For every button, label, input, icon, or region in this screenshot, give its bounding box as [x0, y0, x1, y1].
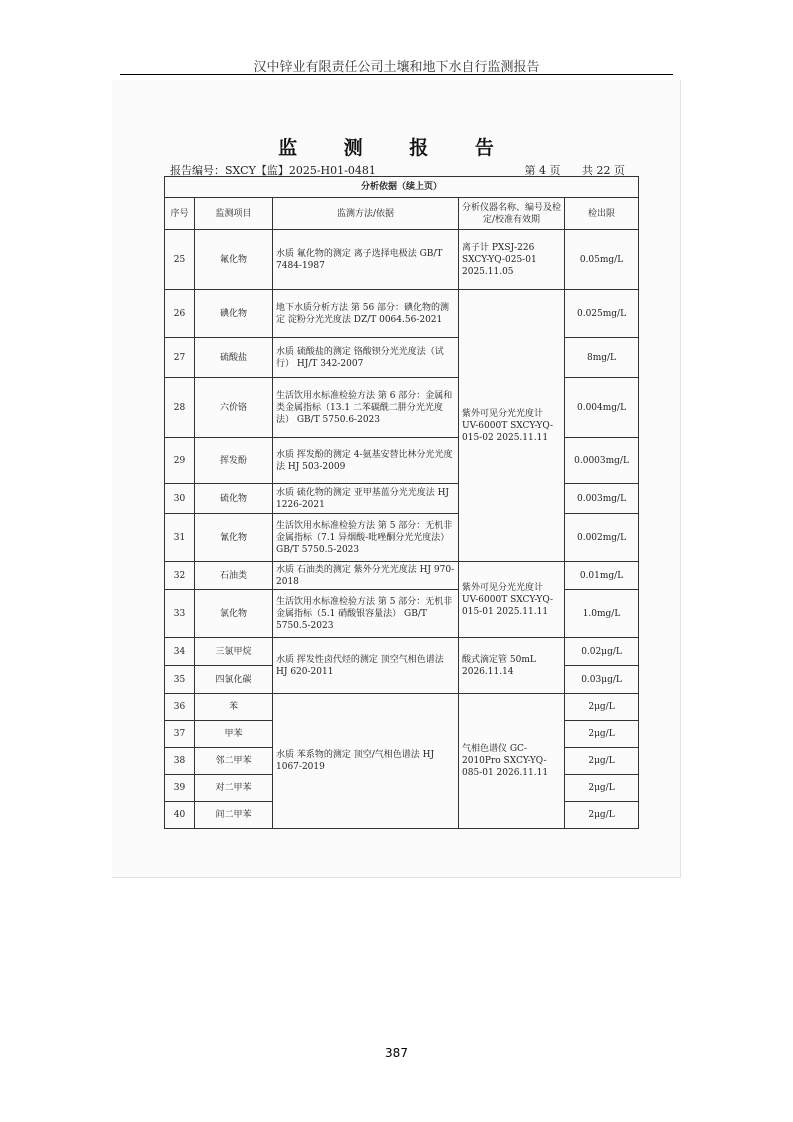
row-method: 水质 氟化物的测定 离子选择电极法 GB/T 7484-1987 [273, 230, 459, 290]
header-limit: 检出限 [565, 198, 639, 230]
analysis-basis-table [164, 176, 639, 829]
row-method: 水质 硫化物的测定 亚甲基蓝分光光度法 HJ 1226-2021 [273, 484, 459, 514]
row-item: 氯化物 [195, 590, 273, 638]
row-item: 硫酸盐 [195, 338, 273, 378]
method-benzenes: 水质 苯系物的测定 顶空/气相色谱法 HJ 1067-2019 [273, 694, 459, 829]
instrument-gc: 气相色谱仪 GC-2010Pro SXCY-YQ-085-01 2026.11.11 [459, 694, 565, 829]
table-caption: 分析依据（续上页） [165, 177, 639, 198]
header-no: 序号 [165, 198, 195, 230]
row-limit: 0.025mg/L [565, 290, 639, 338]
row-limit: 0.01mg/L [565, 562, 639, 590]
row-limit: 2μg/L [565, 721, 639, 748]
row-no: 35 [165, 666, 195, 694]
page-total: 共 22 页 [582, 164, 625, 177]
row-no: 40 [165, 802, 195, 829]
header-item: 监测项目 [195, 198, 273, 230]
row-item: 氰化物 [195, 514, 273, 562]
row-no: 30 [165, 484, 195, 514]
table-row [165, 438, 639, 484]
table-row [165, 484, 639, 514]
header-instrument: 分析仪器名称、编号及检定/校准有效期 [459, 198, 565, 230]
report-title: 监 测 报 告 [278, 137, 514, 159]
row-no: 36 [165, 694, 195, 721]
table-row [165, 638, 639, 666]
row-no: 31 [165, 514, 195, 562]
instrument-uv-vis-2: 紫外可见分光光度计 UV-6000T SXCY-YQ-015-01 2025.11.11 [459, 562, 565, 638]
page-current: 第 4 页 [524, 164, 561, 177]
row-no: 34 [165, 638, 195, 666]
report-number: 报告编号：SXCY【监】2025-H01-0481 [170, 164, 376, 177]
row-limit: 8mg/L [565, 338, 639, 378]
row-limit: 0.0003mg/L [565, 438, 639, 484]
row-no: 29 [165, 438, 195, 484]
row-item: 甲苯 [195, 721, 273, 748]
instrument-uv-vis-1: 紫外可见分光光度计 UV-6000T SXCY-YQ-015-02 2025.11.11 [459, 290, 565, 562]
row-limit: 0.003mg/L [565, 484, 639, 514]
table-row [165, 378, 639, 438]
header-method: 监测方法/依据 [273, 198, 459, 230]
table-row [165, 514, 639, 562]
row-no: 33 [165, 590, 195, 638]
table-row [165, 338, 639, 378]
table-row [165, 590, 639, 638]
row-no: 27 [165, 338, 195, 378]
row-item: 氟化物 [195, 230, 273, 290]
row-item: 邻二甲苯 [195, 748, 273, 775]
row-item: 三氯甲烷 [195, 638, 273, 666]
row-limit: 0.03μg/L [565, 666, 639, 694]
row-method: 水质 石油类的测定 紫外分光光度法 HJ 970-2018 [273, 562, 459, 590]
page-number: 387 [385, 1046, 408, 1060]
row-limit: 2μg/L [565, 775, 639, 802]
row-item: 石油类 [195, 562, 273, 590]
row-limit: 2μg/L [565, 802, 639, 829]
row-limit: 0.02μg/L [565, 638, 639, 666]
row-method: 生活饮用水标准检验方法 第 6 部分：金属和类金属指标（13.1 二苯碳酰二肼分光光度法） GB/T 5750.6-2023 [273, 378, 459, 438]
row-item: 对二甲苯 [195, 775, 273, 802]
row-method: 地下水质分析方法 第 56 部分：碘化物的测定 淀粉分光光度法 DZ/T 0064.56-2021 [273, 290, 459, 338]
row-no: 32 [165, 562, 195, 590]
row-no: 37 [165, 721, 195, 748]
row-no: 28 [165, 378, 195, 438]
instrument-ion-meter: 离子计 PXSJ-226 SXCY-YQ-025-01 2025.11.05 [459, 230, 565, 290]
running-header: 汉中锌业有限责任公司土壤和地下水自行监测报告 [253, 60, 540, 75]
row-item: 六价铬 [195, 378, 273, 438]
scanned-page [112, 80, 681, 878]
method-haloalkanes: 水质 挥发性卤代烃的测定 顶空气相色谱法 HJ 620-2011 [273, 638, 459, 694]
row-item: 碘化物 [195, 290, 273, 338]
table-row [165, 694, 639, 721]
table-caption-row [165, 177, 639, 198]
row-no: 25 [165, 230, 195, 290]
row-no: 26 [165, 290, 195, 338]
row-item: 挥发酚 [195, 438, 273, 484]
table-row [165, 230, 639, 290]
row-method: 生活饮用水标准检验方法 第 5 部分：无机非金属指标（5.1 硝酸银容量法） GB/T 5750.5-2023 [273, 590, 459, 638]
row-item: 苯 [195, 694, 273, 721]
row-item: 间二甲苯 [195, 802, 273, 829]
instrument-burette: 酸式滴定管 50mL 2026.11.14 [459, 638, 565, 694]
row-limit: 2μg/L [565, 748, 639, 775]
row-limit: 0.002mg/L [565, 514, 639, 562]
table-header-row [165, 198, 639, 230]
header-rule [120, 74, 673, 75]
table-row [165, 562, 639, 590]
row-limit: 0.05mg/L [565, 230, 639, 290]
row-method: 生活饮用水标准检验方法 第 5 部分：无机非金属指标（7.1 异烟酸-吡唑酮分光光度法） GB/T 5750.5-2023 [273, 514, 459, 562]
row-no: 39 [165, 775, 195, 802]
row-method: 水质 硫酸盐的测定 铬酸钡分光光度法（试行） HJ/T 342-2007 [273, 338, 459, 378]
table-row [165, 290, 639, 338]
row-no: 38 [165, 748, 195, 775]
row-limit: 0.004mg/L [565, 378, 639, 438]
row-limit: 1.0mg/L [565, 590, 639, 638]
row-item: 硫化物 [195, 484, 273, 514]
row-method: 水质 挥发酚的测定 4-氨基安替比林分光光度法 HJ 503-2009 [273, 438, 459, 484]
row-item: 四氯化碳 [195, 666, 273, 694]
row-limit: 2μg/L [565, 694, 639, 721]
